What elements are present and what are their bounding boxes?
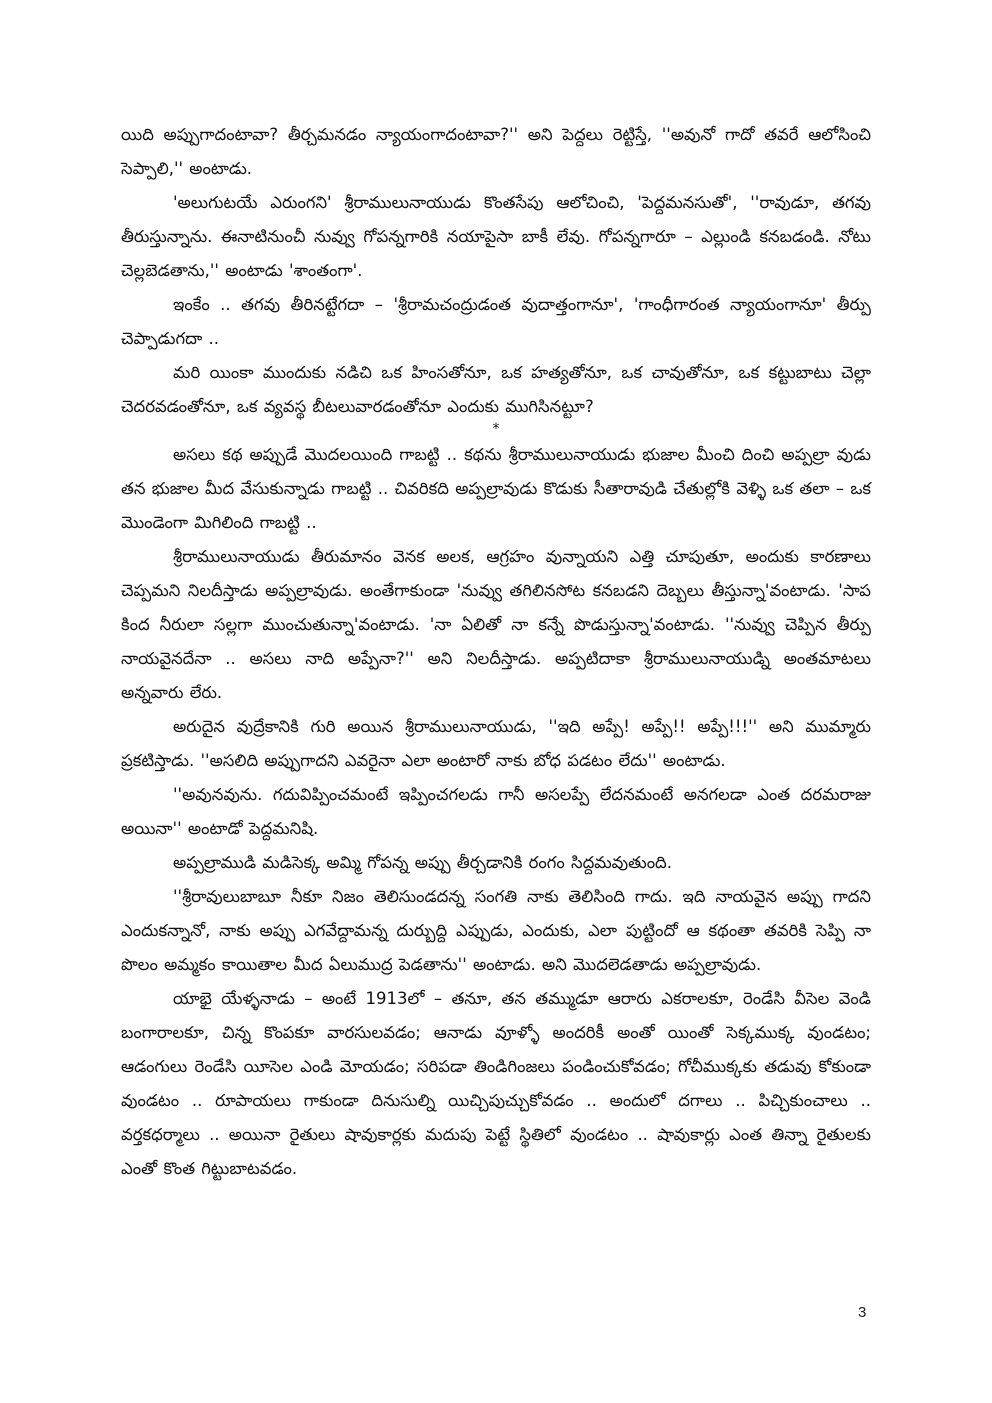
paragraph-7: అరుదైన వుద్రేకానికి గురి అయిన శ్రీరాములునాయుడు, ''ఇది అప్పే! అప్పే!! అప్పే!!!'' అని ముమ్మారు ప్రకటిస్తాడు. ''అసలిది అప్పుగాదని ఎవరైనా ఎలా అంటారో నాకు బోధ పడటం లేదు'' అంటాడు. (121, 717, 871, 770)
paragraph-2: 'అలుగుటయే ఎరుంగని' శ్రీరాములునాయుడు కొంతసేపు ఆలోచించి, 'పెద్దమనసుతో', ''రావుడూ, తగవు తీరుస్తున్నాను. ఈనాటినుంచీ నువ్వు గోపన్నగారికి నయాపైసా బాకీ లేవు. గోపన్నగారూ – ఎల్లుండి కనబడండి. నోటు చెల్లబెడతాను,'' అంటాడు 'శాంతంగా'. (121, 193, 871, 280)
page-number: 3 (858, 1304, 867, 1321)
paragraph-10: ''శ్రీరావులుబాబూ నీకూ నిజం తెలిసుండదన్న సంగతి నాకు తెలిసింది గాదు. ఇది నాయవైన అప్పు గాదని ఎందుకన్నానో, నాకు అప్పు ఎగవేద్దామన్న దుర్బుద్ది ఎప్పుడు, ఎందుకు, ఎలా పుట్టిందో ఆ కథంతా తవరికి సెప్పి నా పొలం అమ్మకం కాయితాల మీద ఏలుముద్ర పెడతాను'' అంటాడు. అని మొదలెడతాడు అప్పల్రావుడు. (121, 887, 871, 974)
paragraph-1: యిది అప్పుగాదంటావా? తీర్చమనడం న్యాయంగాదంటావా?'' అని పెద్దలు రెట్టిస్తే, ''అవునో గాదో తవరే ఆలోసించి సెప్పాలి,'' అంటాడు. (121, 125, 871, 178)
paragraph-11: యాభై యేళ్ళనాడు – అంటే 1913లో – తనూ, తన తమ్ముడూ ఆరారు ఎకరాలకూ, రెండేసి వీసెల వెండి బంగారాలకూ, చిన్న కొంపకూ వారసులవడం; ఆనాడు వూళ్ళో అందరికీ అంతో యింతో సెక్కముక్క వుండటం; ఆడంగులు రెండేసి యీసెల ఎండి మోయడం; సరిపడా తిండిగింజలు పండించుకోవడం; గోచీముక్కకు తడువు కోకుండా వుండటం .. రూపాయలు గాకుండా దినుసుల్ని యిచ్చిపుచ్చుకోవడం .. అందులో దగాలు .. పిచ్చికుంచాలు .. వర్తకధర్మాలు .. అయినా రైతులు షావుకార్లకు మదుపు పెట్టే స్థితిలో వుండటం .. షావుకార్లు ఎంత తిన్నా రైతులకు ఎంతో కొంత గిట్టుబాటవడం. (121, 989, 871, 1178)
paragraph-5: అసలు కథ అప్పుడే మొదలయింది గాబట్టి .. కథను శ్రీరాములునాయుడు భుజాల మీంచి దించి అప్పల్రా వుడు తన భుజాల మీద వేసుకున్నాడు గాబట్టి .. చివరికది అప్పల్రావుడు కొడుకు సీతారావుడి చేతుల్లోకి వెళ్ళి ఒక తలా – ఒక మొండెంగా మిగిలింది గాబట్టి .. (121, 445, 871, 532)
paragraph-8: ''అవునవును. గదువిప్పించమంటే ఇప్పించగలడు గానీ అసలప్పే లేదనమంటే అనగలడా ఎంత దరమరాజు అయినా'' అంటాడో పెద్దమనిషి. (121, 785, 871, 838)
section-break-mark: * (492, 421, 500, 437)
paragraph-3: ఇంకేం .. తగవు తీరినట్టేగదా – 'శ్రీరామచంద్రుడంత వుదాత్తంగానూ', 'గాంధీగారంత న్యాయంగానూ' తీర్పు చెప్పాడుగదా .. (121, 295, 871, 348)
paragraph-9: అప్పల్రాముడి మడిసెక్క అమ్మి గోపన్న అప్పు తీర్చడానికి రంగం సిద్దమవుతుంది. (173, 853, 672, 872)
paragraph-6: శ్రీరాములునాయుడు తీరుమానం వెనక అలక, ఆగ్రహం వున్నాయని ఎత్తి చూపుతూ, అందుకు కారణాలు చెప్పమని నిలదీస్తాడు అప్పల్రావుడు. అంతేగాకుండా 'నువ్వు తగిలినసోట కనబడని దెబ్బలు తీస్తున్నా'వంటాడు. 'సాప కింద నీరులా సల్లగా ముంచుతున్నా'వంటాడు. 'నా ఏలితో నా కన్నే పొడుస్తున్నా'వంటాడు. ''నువ్వు చెప్పిన తీర్పు నాయవైనదేనా .. అసలు నాది అప్పేనా?'' అని నిలదీస్తాడు. అప్పటిదాకా శ్రీరాములునాయుడ్ని అంతమాటలు అన్నవారు లేరు. (121, 547, 871, 702)
paragraph-4: మరి యింకా ముందుకు నడిచి ఒక హింసతోనూ, ఒక హత్యతోనూ, ఒక చావుతోనూ, ఒక కట్టుబాటు చెల్లా చెదరవడంతోనూ, ఒక వ్యవస్థ బీటలువారడంతోనూ ఎందుకు ముగిసినట్టూ? (121, 363, 871, 416)
document-body (121, 118, 871, 1186)
